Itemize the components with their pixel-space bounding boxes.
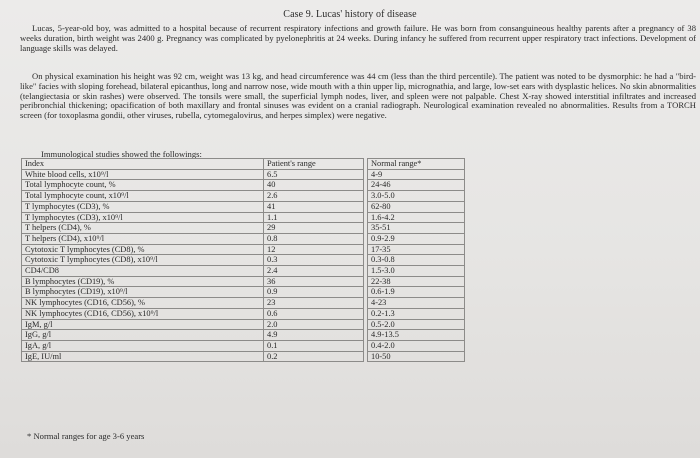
patient-value-cell: 36 xyxy=(264,276,364,287)
patient-value-cell: 0.2 xyxy=(264,351,364,362)
index-cell: CD4/CD8 xyxy=(22,266,264,277)
immunology-table xyxy=(21,158,465,362)
index-cell: T helpers (CD4), % xyxy=(22,223,264,234)
index-cell: T lymphocytes (CD3), % xyxy=(22,201,264,212)
table-row xyxy=(22,351,465,362)
table-row xyxy=(22,212,465,223)
index-cell: B lymphocytes (CD19), % xyxy=(22,276,264,287)
index-cell: Total lymphocyte count, x10⁹/l xyxy=(22,191,264,202)
index-cell: T helpers (CD4), x10⁹/l xyxy=(22,233,264,244)
header-patient-range: Patient's range xyxy=(264,159,364,170)
table-row xyxy=(22,255,465,266)
index-cell: IgA, g/l xyxy=(22,340,264,351)
normal-range-cell: 3.0-5.0 xyxy=(368,191,465,202)
index-cell: IgG, g/l xyxy=(22,330,264,341)
normal-range-cell: 0.4-2.0 xyxy=(368,340,465,351)
table-row xyxy=(22,340,465,351)
normal-range-cell: 1.6-4.2 xyxy=(368,212,465,223)
table-row xyxy=(22,330,465,341)
normal-range-cell: 4.9-13.5 xyxy=(368,330,465,341)
normal-range-cell: 10-50 xyxy=(368,351,465,362)
patient-value-cell: 4.9 xyxy=(264,330,364,341)
patient-value-cell: 2.0 xyxy=(264,319,364,330)
normal-range-cell: 35-51 xyxy=(368,223,465,234)
index-cell: NK lymphocytes (CD16, CD56), % xyxy=(22,298,264,309)
normal-range-cell: 4-23 xyxy=(368,298,465,309)
table-row xyxy=(22,298,465,309)
table-row xyxy=(22,287,465,298)
index-cell: Total lymphocyte count, % xyxy=(22,180,264,191)
table-row xyxy=(22,191,465,202)
patient-value-cell: 0.3 xyxy=(264,255,364,266)
patient-value-cell: 23 xyxy=(264,298,364,309)
normal-range-cell: 17-35 xyxy=(368,244,465,255)
normal-range-cell: 24-46 xyxy=(368,180,465,191)
immunological-intro: Immunological studies showed the followings: xyxy=(41,149,202,159)
normal-range-cell: 0.3-0.8 xyxy=(368,255,465,266)
normal-range-cell: 0.5-2.0 xyxy=(368,319,465,330)
normal-range-cell: 0.9-2.9 xyxy=(368,233,465,244)
patient-value-cell: 40 xyxy=(264,180,364,191)
table-header-row xyxy=(22,159,465,170)
normal-range-cell: 22-38 xyxy=(368,276,465,287)
header-normal-range: Normal range* xyxy=(368,159,465,170)
index-cell: IgE, IU/ml xyxy=(22,351,264,362)
index-cell: B lymphocytes (CD19), x10⁹/l xyxy=(22,287,264,298)
patient-value-cell: 0.9 xyxy=(264,287,364,298)
patient-value-cell: 2.6 xyxy=(264,191,364,202)
normal-range-cell: 0.6-1.9 xyxy=(368,287,465,298)
normal-range-cell: 0.2-1.3 xyxy=(368,308,465,319)
index-cell: IgM, g/l xyxy=(22,319,264,330)
table-row xyxy=(22,266,465,277)
patient-value-cell: 12 xyxy=(264,244,364,255)
table-row xyxy=(22,180,465,191)
patient-value-cell: 0.8 xyxy=(264,233,364,244)
patient-value-cell: 2.4 xyxy=(264,266,364,277)
table-row xyxy=(22,233,465,244)
normal-range-cell: 62-80 xyxy=(368,201,465,212)
index-cell: NK lymphocytes (CD16, CD56), x10⁹/l xyxy=(22,308,264,319)
history-paragraph: Lucas, 5-year-old boy, was admitted to a hospital because of recurrent respiratory infections and growth failure. He was born from consanguineous healthy parents after a pregnancy of 38 weeks duration, birth weight was 2400 g. Pregnancy was complicated by pyelonephritis at 24 weeks. During infancy he suffered from recurrent upper respiratory tract infections. Development of language skills was delayed. xyxy=(20,23,696,53)
patient-value-cell: 1.1 xyxy=(264,212,364,223)
patient-value-cell: 6.5 xyxy=(264,169,364,180)
table-row xyxy=(22,223,465,234)
index-cell: Cytotoxic T lymphocytes (CD8), % xyxy=(22,244,264,255)
table-row xyxy=(22,308,465,319)
table-row xyxy=(22,201,465,212)
table-row xyxy=(22,276,465,287)
patient-value-cell: 0.6 xyxy=(264,308,364,319)
immunology-table-body xyxy=(22,159,465,362)
index-cell: White blood cells, x10⁹/l xyxy=(22,169,264,180)
patient-value-cell: 41 xyxy=(264,201,364,212)
normal-range-cell: 1.5-3.0 xyxy=(368,266,465,277)
examination-paragraph: On physical examination his height was 92 cm, weight was 13 kg, and head circumference was 44 cm (less than the third percentile). The patient was noted to be dysmorphic: he had a "bird-like" facies with sloping forehead, bilateral epicanthus, long and narrow nose, wide mouth with a thin upper lip, micrognathia, and large, low-set ears with dysplastic helices. No skin abnormalities (telangiectasia or skin rashes) were observed. The tonsils were small, the superficial lymph nodes, liver, and spleen were not palpable. Chest X-ray showed interstitial infiltrates and increased peribronchial thickening; opacification of both maxillary and frontal sinuses was evident on a cranial radiograph. Neurological examination revealed no abnormalities. Results from a TORCH screen (for toxoplasma gondii, other viruses, rubella, cytomegalovirus, and herpes simplex) were negative. xyxy=(20,71,696,121)
index-cell: Cytotoxic T lymphocytes (CD8), x10⁹/l xyxy=(22,255,264,266)
table-row xyxy=(22,319,465,330)
case-title: Case 9. Lucas' history of disease xyxy=(283,9,417,20)
header-index: Index xyxy=(22,159,264,170)
index-cell: T lymphocytes (CD3), x10⁹/l xyxy=(22,212,264,223)
patient-value-cell: 29 xyxy=(264,223,364,234)
table-row xyxy=(22,244,465,255)
patient-value-cell: 0.1 xyxy=(264,340,364,351)
normal-range-cell: 4-9 xyxy=(368,169,465,180)
footnote: * Normal ranges for age 3-6 years xyxy=(27,431,145,441)
table-row xyxy=(22,169,465,180)
